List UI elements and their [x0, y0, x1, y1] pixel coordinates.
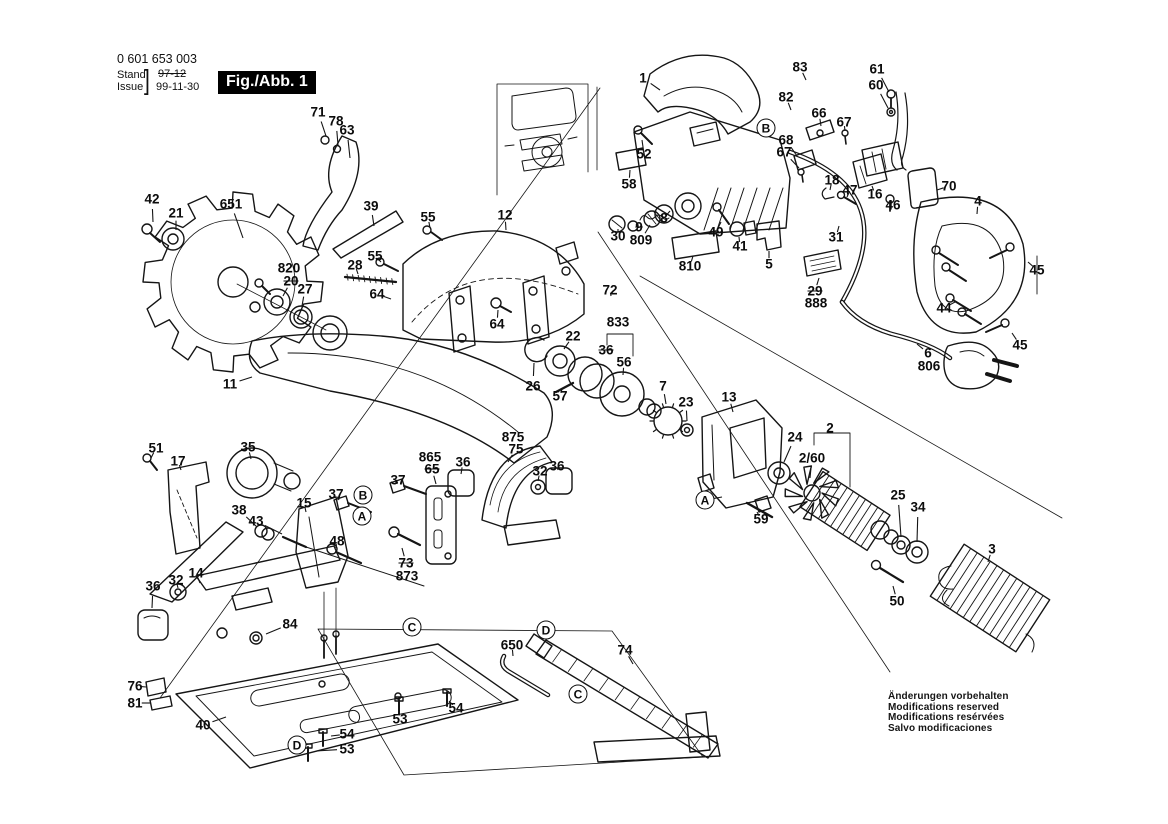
figure-badge: Fig./Abb. 1 — [218, 71, 316, 94]
part-label-36: 36 — [145, 578, 161, 594]
leader-line — [434, 476, 436, 484]
part-label-64: 64 — [489, 316, 505, 332]
part-label-20: 20 — [283, 273, 299, 289]
issue-value: 99-11-30 — [156, 81, 200, 93]
part-label-84: 84 — [282, 616, 298, 632]
leader-line — [265, 525, 282, 534]
part-label-26: 26 — [525, 378, 541, 394]
leader-line — [505, 222, 506, 230]
part-label-6: 6 — [924, 345, 932, 361]
footer-line-de: Änderungen vorbehalten — [888, 691, 1009, 702]
part-label-9: 9 — [635, 219, 643, 235]
part-label-21: 21 — [168, 205, 184, 221]
part-label-27: 27 — [297, 281, 313, 297]
part-label-38: 38 — [231, 502, 247, 518]
leader-line — [348, 140, 350, 158]
footer-line-en: Modifications reserved — [888, 701, 1000, 713]
part-label-48: 48 — [329, 533, 345, 549]
part-label-41: 41 — [732, 238, 748, 254]
part-label-73: 73 — [398, 555, 414, 571]
part-label-888: 888 — [804, 295, 828, 311]
stand-label: Stand — [117, 69, 146, 81]
leader-line — [731, 404, 733, 412]
part-label-3: 3 — [988, 541, 996, 557]
part-label-40: 40 — [195, 717, 211, 733]
leader-line — [784, 446, 791, 462]
leader-line — [533, 363, 534, 376]
part-label-56: 56 — [616, 354, 632, 370]
document-part-number: 0 601 653 003 — [117, 52, 197, 66]
part-label-810: 810 — [678, 258, 702, 274]
part-label-50: 50 — [889, 593, 905, 609]
leader-line — [917, 517, 918, 542]
part-label-74: 74 — [617, 642, 633, 658]
leader-line — [881, 94, 888, 108]
ref-letter-C: C — [403, 618, 422, 637]
part-label-806: 806 — [917, 358, 941, 374]
ref-letter-B: B — [757, 119, 776, 138]
leader-line — [283, 288, 287, 296]
leader-line — [212, 717, 226, 722]
part-label-8: 8 — [660, 210, 668, 226]
part-label-49: 49 — [708, 224, 724, 240]
part-label-15: 15 — [296, 495, 312, 511]
part-label-833: 833 — [606, 314, 630, 330]
part-label-650: 650 — [500, 637, 524, 653]
ref-letter-D: D — [288, 736, 307, 755]
part-label-75: 75 — [508, 441, 524, 457]
part-label-16: 16 — [867, 186, 883, 202]
revision-brace: ] — [143, 64, 150, 95]
part-label-70: 70 — [941, 178, 957, 194]
leader-line — [152, 596, 153, 608]
part-label-42: 42 — [144, 191, 160, 207]
part-label-82: 82 — [778, 89, 794, 105]
part-label-5: 5 — [765, 256, 773, 272]
leader-line — [302, 297, 304, 306]
part-label-67: 67 — [776, 144, 792, 160]
part-label-2: 2 — [826, 420, 834, 436]
part-label-34: 34 — [910, 499, 926, 515]
leader-line — [791, 159, 799, 168]
footer-legal-text — [888, 692, 1009, 734]
leader-line — [686, 411, 687, 421]
part-label-55: 55 — [420, 209, 436, 225]
footer-line-es: Salvo modificaciones — [888, 722, 993, 734]
part-label-13: 13 — [721, 389, 737, 405]
part-label-52: 52 — [636, 146, 652, 162]
stand-value: 97-12 — [158, 68, 187, 80]
part-label-24: 24 — [787, 429, 803, 445]
part-label-22: 22 — [565, 328, 581, 344]
part-label-32: 32 — [532, 463, 548, 479]
part-label-55: 55 — [367, 248, 383, 264]
part-label-36: 36 — [549, 458, 565, 474]
part-label-46: 46 — [885, 197, 901, 213]
leader-line — [316, 750, 337, 751]
part-label-72: 72 — [602, 282, 618, 298]
part-label-54: 54 — [448, 700, 464, 716]
part-label-53: 53 — [339, 741, 355, 757]
leader-line — [917, 344, 923, 349]
part-label-43: 43 — [248, 513, 264, 529]
leader-line — [234, 213, 243, 238]
part-label-54: 54 — [339, 726, 355, 742]
part-label-14: 14 — [188, 565, 204, 581]
part-label-71: 71 — [310, 104, 326, 120]
part-label-45: 45 — [1012, 337, 1028, 353]
ref-letter-D: D — [537, 621, 556, 640]
part-label-61: 61 — [869, 61, 885, 77]
leader-line — [331, 735, 340, 736]
part-label-76: 76 — [127, 678, 143, 694]
part-label-17: 17 — [170, 453, 186, 469]
ref-letter-A: A — [353, 507, 372, 526]
leader-line — [664, 394, 666, 404]
part-label-29: 29 — [807, 283, 823, 299]
part-label-875: 875 — [501, 429, 525, 445]
leader-line — [810, 467, 811, 478]
revision-block — [117, 69, 146, 93]
part-label-57: 57 — [552, 388, 568, 404]
part-label-59: 59 — [753, 511, 769, 527]
leader-line — [899, 505, 901, 537]
part-label-1: 1 — [639, 70, 647, 86]
part-label-65: 65 — [424, 461, 440, 477]
part-label-23: 23 — [678, 394, 694, 410]
leader-line — [240, 377, 252, 381]
leader-line — [651, 83, 660, 90]
part-label-865: 865 — [418, 449, 442, 465]
part-label-820: 820 — [277, 260, 301, 276]
part-label-32: 32 — [168, 572, 184, 588]
part-label-53: 53 — [392, 711, 408, 727]
part-label-37: 37 — [328, 486, 344, 502]
part-label-35: 35 — [240, 439, 256, 455]
part-label-31: 31 — [828, 229, 844, 245]
part-label-30: 30 — [610, 228, 626, 244]
ref-letter-A: A — [696, 491, 715, 510]
leader-line — [152, 209, 153, 222]
part-label-37: 37 — [390, 472, 406, 488]
part-label-66: 66 — [811, 105, 827, 121]
leader-line — [337, 131, 338, 145]
part-label-809: 809 — [629, 232, 653, 248]
ref-letter-B: B — [354, 486, 373, 505]
part-label-11: 11 — [222, 376, 238, 392]
part-label-78: 78 — [328, 113, 344, 129]
part-label-67: 67 — [836, 114, 852, 130]
part-label-68: 68 — [778, 132, 794, 148]
part-label-60: 60 — [868, 77, 884, 93]
part-label-64: 64 — [369, 286, 385, 302]
part-label-83: 83 — [792, 59, 808, 75]
part-label-63: 63 — [339, 122, 355, 138]
leader-line — [791, 147, 797, 156]
part-label-44: 44 — [936, 300, 952, 316]
issue-label: Issue — [117, 81, 144, 93]
part-label-36: 36 — [598, 342, 614, 358]
part-label-36: 36 — [455, 454, 471, 470]
part-label-28: 28 — [347, 257, 363, 273]
footer-line-fr: Modifications resérvées — [888, 712, 1005, 723]
part-label-25: 25 — [890, 487, 906, 503]
part-label-873: 873 — [395, 568, 419, 584]
leader-line — [266, 628, 281, 634]
part-label-47: 47 — [842, 182, 858, 198]
part-label-12: 12 — [497, 207, 513, 223]
part-label-39: 39 — [363, 198, 379, 214]
part-label-2/60: 2/60 — [798, 450, 826, 466]
part-label-45: 45 — [1029, 262, 1045, 278]
part-label-651: 651 — [219, 196, 243, 212]
part-label-81: 81 — [127, 695, 143, 711]
part-label-18: 18 — [824, 172, 840, 188]
part-label-7: 7 — [659, 378, 667, 394]
part-label-58: 58 — [621, 176, 637, 192]
leader-line — [372, 215, 374, 226]
ref-letter-C: C — [569, 685, 588, 704]
part-label-4: 4 — [974, 193, 982, 209]
part-label-51: 51 — [148, 440, 164, 456]
leader-line — [321, 121, 326, 136]
